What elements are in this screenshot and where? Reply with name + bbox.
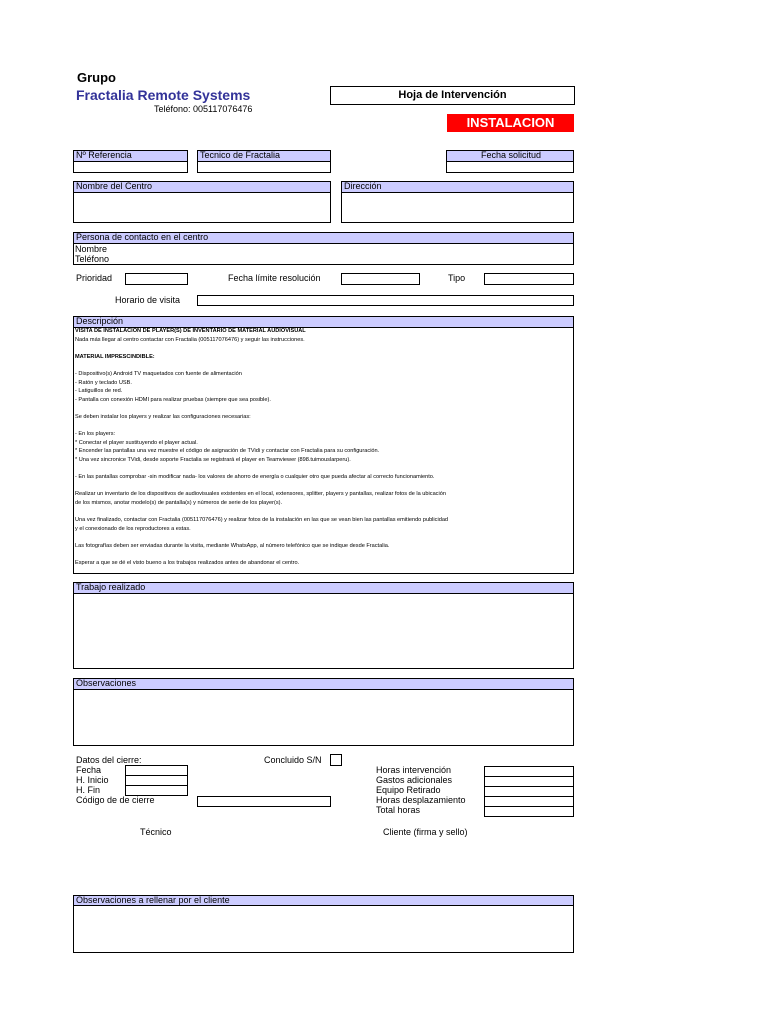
descripcion-line: - En las pantallas comprobar -sin modificar nada- los valores de ahorro de energía o cualquier otro que pueda afectar al correcto funcionamiento. [75, 474, 435, 481]
contacto-field[interactable] [73, 243, 574, 265]
descripcion-line: - Dispositivo(s) Android TV maquetados con fuente de alimentación [75, 371, 242, 377]
concluido-label: Concluido S/N [264, 755, 322, 765]
company-phone: Teléfono: 005117076476 [154, 104, 253, 114]
tecnico-field[interactable] [197, 161, 331, 173]
horas-intervencion-label: Horas intervención [376, 765, 452, 775]
direccion-header: Dirección [341, 181, 574, 193]
descripcion-line: Las fotografías deben ser enviadas durante la visita, mediante WhatsApp, al número telefónico que se indique desde Fractalia. [75, 543, 390, 549]
cierre-hfin-label: H. Fin [76, 785, 101, 795]
descripcion-line: Una vez finalizado, contactar con Fractalia (005117076476) y realizar fotos de la instalación en las que se vean bien las pantallas emitiendo publicidad [75, 517, 449, 524]
fecha-limite-label: Fecha límite resolución [228, 273, 321, 283]
descripcion-line: Realizar un inventario de los dispositivos de audiovisuales existentes en el local, extensores, splitter, players y pantallas, realizar fotos de la ubicación [75, 491, 446, 498]
descripcion-line: y el conexionado de los reproductores a estas. [75, 525, 191, 532]
referencia-header: Nº Referencia [73, 150, 188, 162]
horario-label: Horario de visita [115, 295, 181, 305]
nombre-centro-field[interactable] [73, 192, 331, 223]
descripcion-line: VISITA DE INSTALACIÓN DE PLAYER(S) DE INVENTARIO DE MATERIAL AUDIOVISUAL [75, 328, 306, 334]
fecha-limite-field[interactable] [341, 273, 420, 285]
tipo-field[interactable] [484, 273, 574, 285]
descripcion-line: de los mismos, anotar modelo(s) de pantalla(s) y números de serie de los player(s). [75, 500, 283, 506]
direccion-field[interactable] [341, 192, 574, 223]
type-badge [447, 114, 574, 132]
descripcion-line: * Encender las pantallas una vez muestre el código de asignación de TVidi y contactar con Fractalia para su configuración. [75, 448, 380, 455]
descripcion-line: * Conectar el player sustituyendo el player actual. [75, 439, 198, 446]
descripcion-line: Esperar a que se dé el visto bueno a los trabajos realizados antes de abandonar el centro. [75, 560, 300, 567]
cierre-title: Datos del cierre: [76, 755, 142, 765]
observaciones-field[interactable] [73, 689, 574, 746]
descripcion-line: * Una vez sincronice TVidi, desde soporte Fractalia se registrará el player en Teamviewer (898.tuimouslarperu). [75, 457, 351, 463]
firma-cliente-label: Cliente (firma y sello) [383, 827, 468, 837]
descripcion-line: - Latiguillos de red. [75, 388, 123, 395]
observaciones-header: Observaciones [73, 678, 574, 690]
obs-cliente-header: Observaciones a rellenar por el cliente [73, 895, 574, 906]
descripcion-line: MATERIAL IMPRESCINDIBLE: [75, 353, 155, 360]
nombre-centro-header: Nombre del Centro [73, 181, 331, 193]
contacto-nombre-label: Nombre [75, 244, 108, 254]
prioridad-field[interactable] [125, 273, 188, 285]
descripcion-line: - Pantalla con conexión HDMI para realizar pruebas (siempre que sea posible). [75, 396, 271, 403]
group-label: Grupo [77, 70, 116, 85]
cierre-codigo-label: Código de de cierre [76, 795, 155, 805]
gastos-label: Gastos adicionales [376, 775, 453, 785]
contacto-header: Persona de contacto en el centro [73, 232, 574, 244]
equipo-label: Equipo Retirado [376, 785, 441, 795]
horario-field[interactable] [197, 295, 574, 306]
fecha-solicitud-field[interactable] [446, 161, 574, 173]
referencia-field[interactable] [73, 161, 188, 173]
total-horas-field[interactable] [484, 806, 574, 817]
trabajo-realizado-field[interactable] [73, 593, 574, 669]
concluido-checkbox[interactable] [330, 754, 342, 766]
cierre-hinicio-label: H. Inicio [76, 775, 109, 785]
obs-cliente-field[interactable] [73, 905, 574, 953]
prioridad-label: Prioridad [76, 273, 113, 283]
descripcion-line: Nada más llegar al centro contactar con Fractalia (005117076476) y seguir las instrucciones. [75, 336, 305, 343]
descripcion-line: - Ratón y teclado USB. [75, 379, 132, 386]
doc-title-box [330, 86, 575, 105]
contacto-telefono-label: Teléfono [75, 254, 110, 264]
cierre-codigo-field[interactable] [197, 796, 331, 807]
doc-title: Hoja de Intervención [398, 89, 507, 101]
total-horas-label: Total horas [376, 805, 421, 815]
tipo-label: Tipo [448, 273, 466, 283]
descripcion-line: Se deben instalar los players y realizar las configuraciones necesarias: [75, 414, 251, 420]
horas-desplazamiento-label: Horas desplazamiento [376, 795, 466, 805]
firma-tecnico-label: Técnico [140, 827, 172, 837]
company-name: Fractalia Remote Systems [76, 87, 251, 103]
tecnico-header: Tecnico de Fractalia [197, 150, 331, 162]
type-badge-label: INSTALACION [466, 115, 555, 130]
cierre-fecha-label: Fecha [76, 765, 102, 775]
fecha-solicitud-header: Fecha solicitud [446, 150, 574, 162]
descripcion-line: - En los players: [75, 431, 116, 438]
trabajo-realizado-header: Trabajo realizado [73, 582, 574, 594]
descripcion-header: Descripción [73, 316, 574, 328]
